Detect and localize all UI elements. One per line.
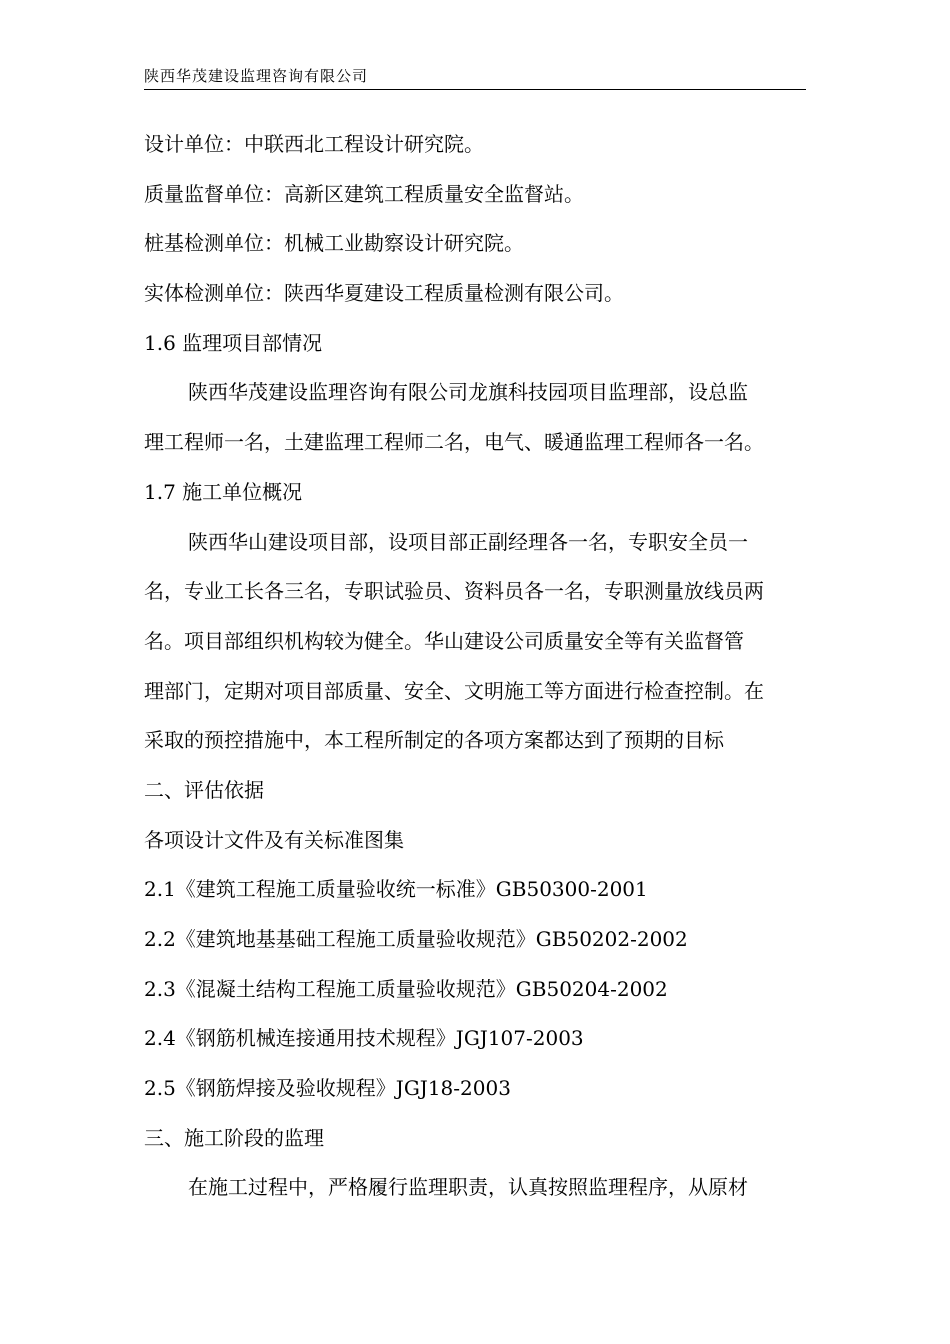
standard-item: 2.2《建筑地基基础工程施工质量验收规范》GB50202-2002	[144, 927, 688, 951]
section-heading-3: 三、施工阶段的监理	[144, 1125, 324, 1150]
section-heading-1-7: 1.7 施工单位概况	[144, 479, 303, 504]
document-body	[144, 120, 806, 1213]
quality-supervision-line: 质量监督单位：高新区建筑工程质量安全监督站。	[144, 181, 584, 206]
paragraph-1-6-line: 陕西华茂建设监理咨询有限公司龙旗科技园项目监理部，设总监	[188, 380, 748, 405]
standard-item: 2.4《钢筋机械连接通用技术规程》JGJ107-2003	[144, 1026, 584, 1051]
paragraph-1-7-line: 采取的预控措施中，本工程所制定的各项方案都达到了预期的目标	[144, 728, 724, 753]
paragraph-1-7-line: 陕西华山建设项目部，设项目部正副经理各一名，专职安全员一	[188, 529, 748, 554]
standard-item: 2.3《混凝土结构工程施工质量验收规范》GB50204-2002	[144, 976, 668, 1001]
standard-item: 2.5《钢筋焊接及验收规程》JGJ18-2003	[144, 1076, 511, 1101]
paragraph-3-line: 在施工过程中，严格履行监理职责，认真按照监理程序，从原材	[188, 1175, 748, 1200]
section-heading-1-6: 1.6 监理项目部情况	[144, 330, 323, 355]
paragraph-1-6-line: 理工程师一名，土建监理工程师二名，电气、暖通监理工程师各一名。	[144, 430, 764, 455]
paragraph-1-7-line: 名。项目部组织机构较为健全。华山建设公司质量安全等有关监督管	[144, 628, 744, 653]
paragraph-1-7-line: 名，专业工长各三名，专职试验员、资料员各一名，专职测量放线员两	[144, 579, 764, 604]
standard-item: 2.1《建筑工程施工质量验收统一标准》GB50300-2001	[144, 877, 648, 902]
basis-intro-line: 各项设计文件及有关标准图集	[144, 827, 404, 852]
entity-testing-line: 实体检测单位：陕西华夏建设工程质量检测有限公司。	[144, 281, 624, 306]
pile-testing-line: 桩基检测单位：机械工业勘察设计研究院。	[144, 231, 524, 256]
page-header-company: 陕西华茂建设监理咨询有限公司	[144, 67, 369, 85]
header-rule	[144, 89, 806, 90]
design-unit-line: 设计单位：中联西北工程设计研究院。	[144, 132, 484, 156]
paragraph-1-7-line: 理部门，定期对项目部质量、安全、文明施工等方面进行检查控制。在	[144, 678, 764, 703]
section-heading-2: 二、评估依据	[144, 777, 264, 802]
